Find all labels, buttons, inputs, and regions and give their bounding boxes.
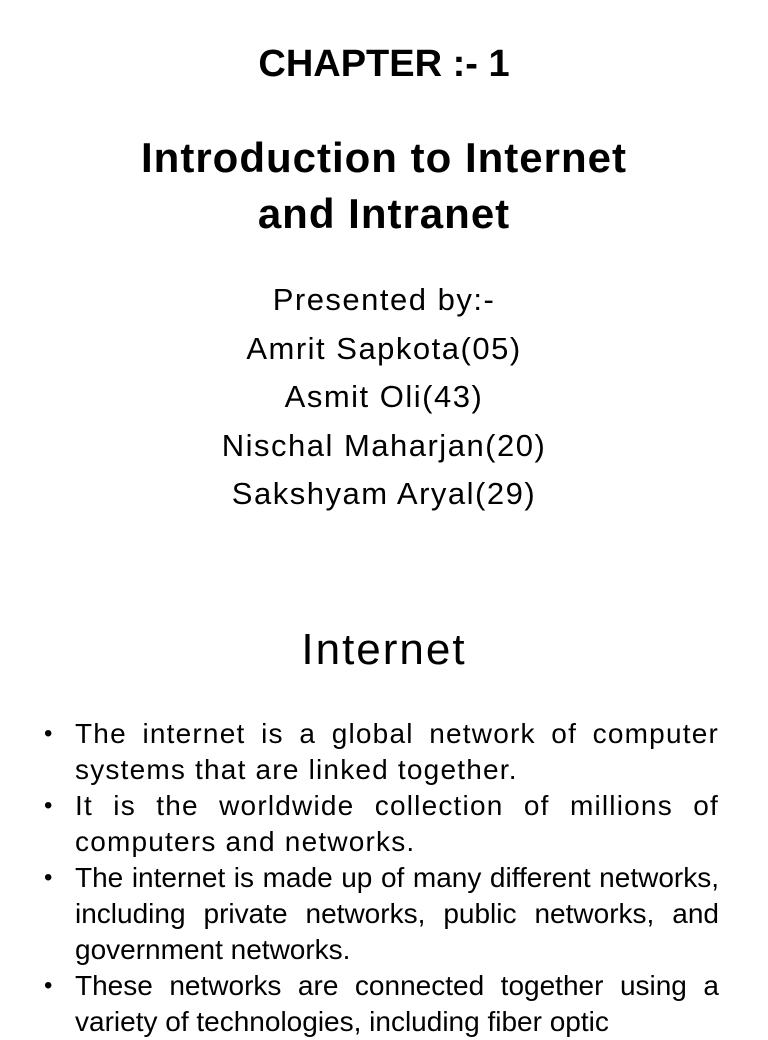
slide-title-line-1: Introduction to Internet bbox=[141, 134, 627, 181]
bullet-item bbox=[44, 788, 719, 860]
presenters-block bbox=[0, 276, 768, 519]
bullet-marker: • bbox=[44, 864, 53, 891]
bullet-list bbox=[44, 716, 719, 1040]
bullet-marker: • bbox=[44, 720, 54, 747]
bullet-text: It is the worldwide collection of millions of computers and networks. bbox=[75, 790, 719, 857]
bullet-marker: • bbox=[44, 792, 54, 819]
presenter-name: Amrit Sapkota(05) bbox=[246, 330, 522, 366]
bullet-text: The internet is a global network of computer systems that are linked together. bbox=[75, 718, 719, 785]
slide-title-line-2: and Intranet bbox=[257, 190, 511, 237]
internet-slide bbox=[0, 600, 768, 1037]
bullet-text: These networks are connected together using a variety of technologies, including fiber optic bbox=[75, 970, 719, 1037]
presented-by-label: Presented by:- bbox=[272, 282, 496, 317]
presenter-name: Nischal Maharjan(20) bbox=[221, 427, 547, 463]
slide-title bbox=[0, 130, 768, 242]
bullet-text: The internet is made up of many different networks, including private networks, public networks, and government networks. bbox=[75, 862, 719, 965]
bullet-item bbox=[44, 860, 719, 968]
bullet-item bbox=[44, 716, 719, 788]
bullet-item bbox=[44, 968, 719, 1040]
chapter-heading: CHAPTER :- 1 bbox=[258, 43, 510, 85]
presenter-name: Asmit Oli(43) bbox=[284, 379, 484, 414]
bullet-marker: • bbox=[44, 972, 53, 999]
section-heading: Internet bbox=[301, 625, 467, 674]
presenter-name: Sakshyam Aryal(29) bbox=[231, 476, 537, 511]
